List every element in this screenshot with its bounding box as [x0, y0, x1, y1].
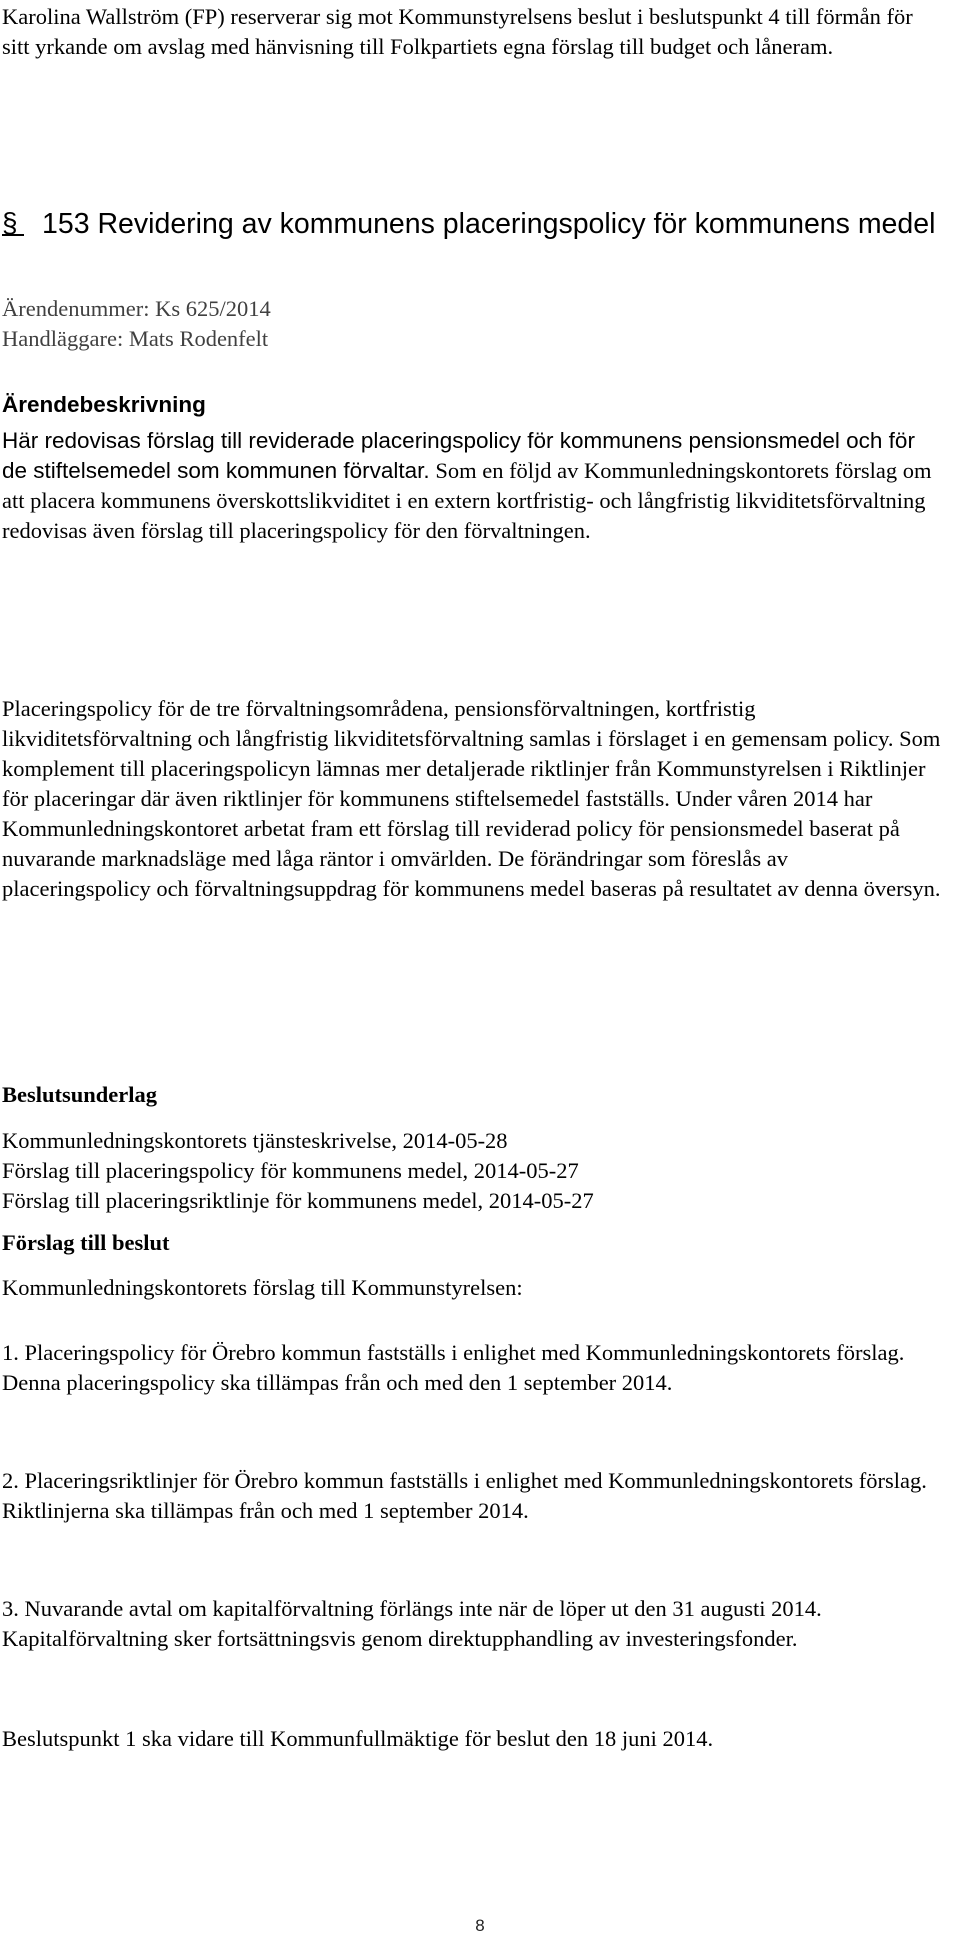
description-paragraph	[2, 426, 942, 546]
page-number: 8	[475, 1916, 485, 1935]
svg-text:§: §	[2, 208, 18, 236]
case-number: Ärendenummer: Ks 625/2014	[2, 296, 271, 321]
basis-heading: Beslutsunderlag	[2, 1082, 158, 1107]
intro-paragraph: Karolina Wallström (FP) reserverar sig mot Kommunstyrelsens beslut i beslutspunkt 4 till förmån för sitt yrkande om avslag med hänvisning till Folkpartiets egna förslag till budget och låneram.	[2, 4, 913, 59]
section-title-text: 153 Revidering av kommunens placeringspolicy för kommunens medel	[42, 208, 936, 240]
case-handler: Handläggare: Mats Rodenfelt	[2, 326, 269, 351]
proposal-point-1: 1. Placeringspolicy för Örebro kommun fastställs i enlighet med Kommunledningskontorets förslag. Denna placeringspolicy ska tillämpas från och med den 1 september 2014.	[2, 1340, 905, 1395]
basis-item: Förslag till placeringsriktlinje för kommunens medel, 2014-05-27	[2, 1188, 594, 1213]
description-paragraph-2: Placeringspolicy för de tre förvaltningsområdena, pensionsförvaltningen, kortfristig likviditetsförvaltning och långfristig likviditetsförvaltning samlas i förslaget i en gemensam policy. Som komplement till placeringspolicyn lämnas mer detaljerade riktlinjer från Kommunstyrelsen i Riktlinjer för placeringar där även riktlinjer för kommunens stiftelsemedel fastställs. Under våren 2014 har Kommunledningskontoret arbetat fram ett förslag till reviderad policy för pensionsmedel baserat på nuvarande marknadsläge med låga räntor i omvärlden. De förändringar som föreslås av placeringspolicy och förvaltningsuppdrag för kommunens medel baseras på resultatet av denna översyn.	[2, 696, 941, 901]
basis-item: Kommunledningskontorets tjänsteskrivelse, 2014-05-28	[2, 1128, 508, 1153]
paragraph-mark-icon	[2, 208, 24, 236]
description-heading: Ärendebeskrivning	[2, 392, 206, 417]
section-title	[2, 206, 942, 242]
basis-item: Förslag till placeringspolicy för kommunens medel, 2014-05-27	[2, 1158, 579, 1183]
description-continuation: Som en följd av Kommunledningskontorets förslag om att placera kommunens överskottslikviditet i en extern kortfristig- och långfristig likviditetsförvaltning redovisas även förslag till placeringspolicy för den förvaltningen.	[2, 458, 932, 543]
proposal-closing: Beslutspunkt 1 ska vidare till Kommunfullmäktige för beslut den 18 juni 2014.	[2, 1726, 714, 1751]
basis-list	[2, 1126, 942, 1216]
proposal-point-2: 2. Placeringsriktlinjer för Örebro kommun fastställs i enlighet med Kommunledningskontorets förslag. Riktlinjerna ska tillämpas från och med 1 september 2014.	[2, 1468, 927, 1523]
proposal-point-3: 3. Nuvarande avtal om kapitalförvaltning förlängs inte när de löper ut den 31 augusti 2014. Kapitalförvaltning sker fortsättningsvis genom direktupphandling av investeringsfonder.	[2, 1596, 822, 1651]
proposal-lead: Kommunledningskontorets förslag till Kommunstyrelsen:	[2, 1275, 523, 1300]
proposal-heading: Förslag till beslut	[2, 1230, 170, 1255]
description-lead: Här redovisas förslag till reviderade placeringspolicy för kommunens pensionsmedel och för de stiftelsemedel som kommunen förvaltar.	[2, 428, 915, 483]
